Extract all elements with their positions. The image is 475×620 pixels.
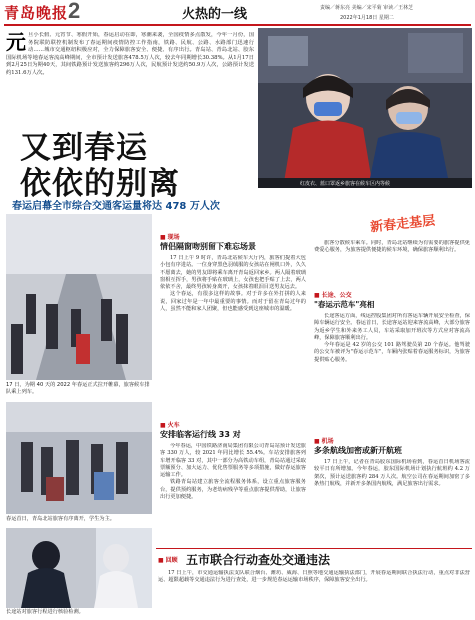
top-photo-caption: 红皮衣、蓝口罩返乡旅客在候车区内等候 [300,181,391,187]
article-paragraph: 17 日上午 9 时许，青岛北站候车大厅内，旅客们提着大包小包有序进站。一位身穿黑色羽绒服的女孩站在闸机口外，久久不愿离去，她的男友即将乘车离开青岛返回家乡。两人隔着玻璃窗相互挥手，男孩将手贴在玻璃上，女孩也把手贴了上去，两人依依不舍，最终男孩转身离开，女孩抹着眼泪目送男友远去。 [160,255,306,291]
article-scene-title: 情侣隔窗吻别留下难忘场景 [160,242,256,251]
bus-station-illustration [6,528,152,608]
bottom-body [158,570,470,616]
photo3-caption: 长途站对旅客行程进行核验检测。 [6,609,84,615]
article-airport-kicker: ■ 机场 [314,436,470,445]
bottom-rule [156,548,472,549]
article-paragraph: 17 日上午，记者在青岛胶东国际机场看到，春运首日机场客流较平日有所增加。今年春运，胶东国际机场计划执行航班约 4.2 万架次，预计运送旅客约 284 万人次。航空公司在春运期间加密了多条热门航线，并新开多条国内航线，满足旅客出行需求。 [314,459,470,487]
page-header [0,0,475,24]
article-train-body [160,443,306,553]
photo2-caption: 春运首日，青岛北站旅客有序离开，学生为主。 [6,516,115,522]
article-paragraph: 这个春运，有很多这样的故事。对于许多在外打拼的人来说，回家过年是一年中最重要的事情。而对于留在青岛过年的人，虽然不能和家人团聚，但也能感受到这座城市的温暖。 [160,291,306,313]
editors-line: 责编／蒋东亮 美编／宋平菊 审读／王林芝 [320,5,414,11]
publication-date: 2022年1月18日 星期二 [340,15,394,21]
article-paragraph: 今年春运，中国铁路济南局集团有限公司青岛站预计发送旅客 330 万人，较 2021 年同比增长 55.4%。车站安排旅客列车增开临客 33 对，其中一部分为高铁动车组，青岛站通过采取票额预分、加大运力、优化售票服务等多项措施，做好春运旅客运输工作。 [160,443,306,479]
bus-station-photo [6,528,152,608]
article-scene-kicker: ■ 现场 [160,232,306,241]
photo1-caption: 17 日，为期 40 天的 2022 年春运正式拉开帷幕，旅客候车排队乘上列车。 [6,382,150,395]
new-journey-badge: 新春走基层 [369,213,436,236]
article-paragraph: 长途客运方面，线运控股集团对所有客运车辆开展安全检查，保障车辆运行安全。春运首日，长途客运站迎来客流高峰，大部分旅客为返乡学生和外来务工人员，车站采取加开班次等方式应对客流高峰，保障旅客顺利出行。 [314,313,470,341]
article-bus-kicker: ■ 长途、公交 [314,290,470,299]
article-bus-title: "春运示范车"亮相 [314,300,375,309]
article-paragraph: 17 日上午，市交通运输执法支队联合烟台、潍坊、威海、日照等地交通运输执法部门，开展春运期间联合执法行动，重点对非法营运、超限超载等交通违法行为进行查处，进一步规范春运运输市场秩序，保障旅客安全出行。 [158,570,470,584]
header-rule [4,24,471,26]
masthead: 青岛晚报 [4,4,69,22]
lead-text: 旦小长假、元宵节、寒假开始，春运启动在即，寒潮来袭，全国疫情多点散发，今年一月份，国务院联防联控机制发布了春运期间疫情防控工作指南，铁路、民航、公路、水路部门迅速行动……城市交通枢纽积极应对，全力保障旅客安全、便捷、有序出行。青岛站、青岛北站、胶东国际机场等地春运客流高峰期间，全市预计发送旅客478.5万人次，较去年同期增长30.38%。从1月17日到2月25日为期40天，其间铁路预计发送旅客约296万人次，民航预计发送约50.9万人次，公路预计发送约131.6万人次。 [6,32,254,76]
headline-subhead: 春运启幕全市综合交通客运量将达 478 万人次 [12,201,220,212]
article-train-title: 安排临客运行线 33 对 [160,430,241,439]
article-airport [314,436,470,546]
article-scene-body [160,255,306,425]
article-paragraph: 今年春运是 42 岁的公交 101 路驾驶员第 20 个春运。他驾驶的公交车被评为"春运示范车"，车厢内张贴着春运服务标识，为旅客提供贴心服务。 [314,342,470,363]
article-train-kicker: ■ 火车 [160,420,306,429]
headline-line2: 依依的别离 [20,166,180,202]
article-bus [314,290,470,430]
article-paragraph: 铁路青岛站建立旅客全流程服务体系，设立重点旅客服务台，提供预约服务，为老幼病残孕等重点旅客提供帮助，让旅客出行更加便捷。 [160,479,306,501]
station-crowd-illustration [6,214,152,380]
right-top-text [314,240,470,282]
article-bus-body [314,313,470,435]
bottom-headline: 五市联合行动查处交通违法 [186,553,331,567]
article-scene [160,232,306,422]
north-station-illustration [6,402,152,514]
top-photo [258,28,472,188]
page-number: 2 [68,0,81,23]
station-crowd-photo [6,214,152,380]
north-station-photo [6,402,152,514]
dropcap: 元 [6,32,26,54]
top-photo-illustration [258,28,472,188]
article-airport-body [314,459,470,551]
article-train [160,420,306,548]
bottom-kicker: ■ 回顾 [158,555,178,564]
article-airport-title: 多条航线加密或新开航班 [314,446,402,455]
headline-line1: 又到春运 [20,130,148,166]
article-paragraph: 旅客分散候车乘车。同时，青岛北站继续为有需要的旅客提供免费爱心服务，为旅客提供便捷的候车环境，确保旅客顺利出行。 [314,240,470,254]
section-title: 火热的一线 [182,7,248,22]
